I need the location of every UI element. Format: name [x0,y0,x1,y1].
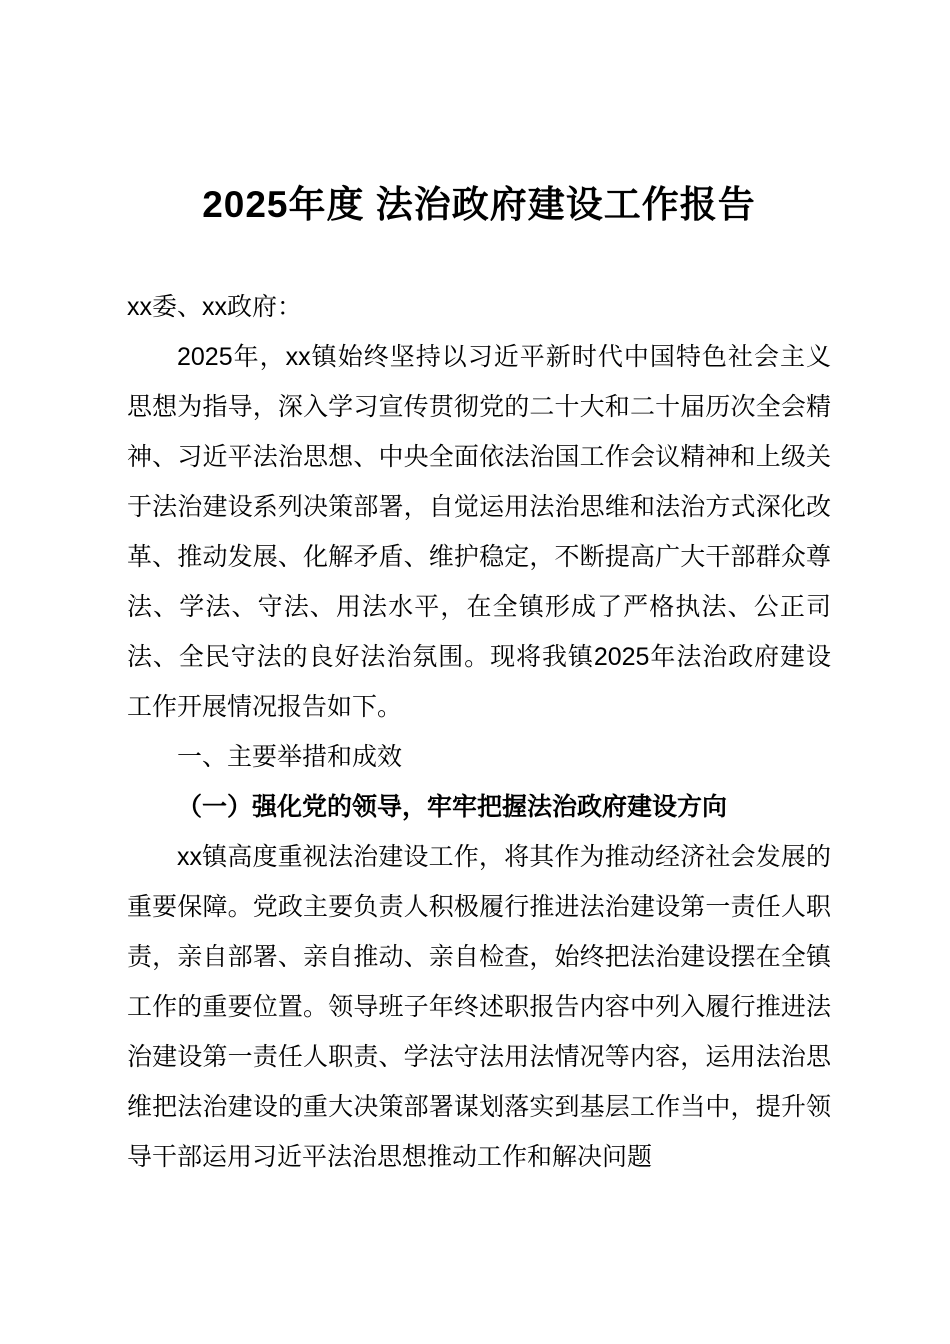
section-1-heading: 一、主要举措和成效 [177,743,403,771]
document-title: 2025年度 法治政府建设工作报告 [202,184,756,225]
intro-paragraph: 2025年，xx镇始终坚持以习近平新时代中国特色社会主义思想为指导，深入学习宣传贯彻党的二十大和二十届历次全会精神、习近平法治思想、中央全面依法治国工作会议精神和上级关于法治建设系列决策部署，自觉运用法治思维和法治方式深化改革、推动发展、化解矛盾、维护稳定，不断提高广大干部群众尊法、学法、守法、用法水平，在全镇形成了严格执法、公正司法、全民守法的良好法治氛围。现将我镇2025年法治政府建设工作开展情况报告如下。 [127,343,831,721]
salutation-line: xx委、xx政府： [127,293,303,321]
document-content [127,0,831,1182]
subsection-1-1-body-paragraph: xx镇高度重视法治建设工作，将其作为推动经济社会发展的重要保障。党政主要负责人积极履行推进法治建设第一责任人职责，亲自部署、亲自推动、亲自检查，始终把法治建设摆在全镇工作的重要位置。领导班子年终述职报告内容中列入履行推进法治建设第一责任人职责、学法守法用法情况等内容，运用法治思维把法治建设的重大决策部署谋划落实到基层工作当中，提升领导干部运用习近平法治思想推动工作和解决问题 [127,843,831,1171]
subsection-1-1-heading: （一）强化党的领导，牢牢把握法治政府建设方向 [177,793,728,821]
